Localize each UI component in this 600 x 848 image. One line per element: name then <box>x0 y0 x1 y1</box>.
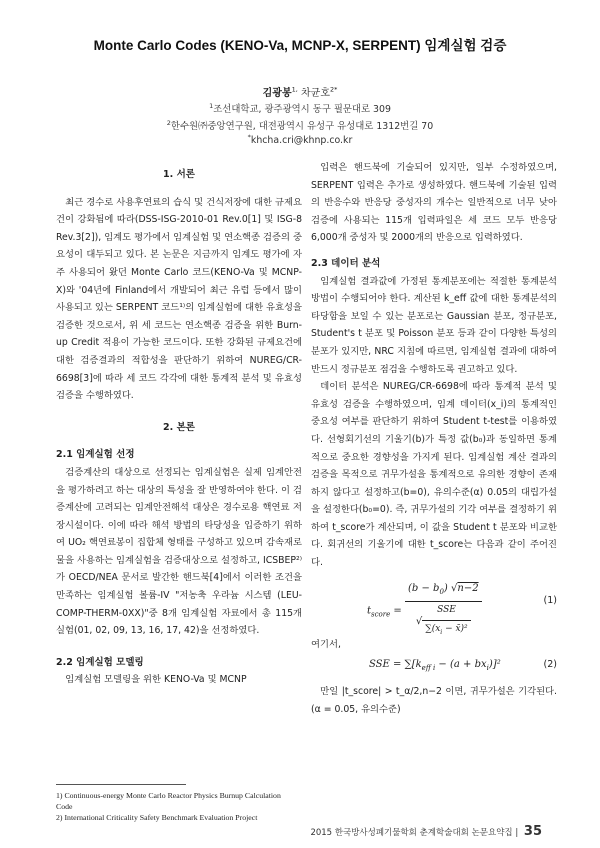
main-author: 김광봉 <box>262 88 292 99</box>
equation-2-number: (2) <box>543 659 557 671</box>
modeling-continued-paragraph: 입력은 핸드북에 기술되어 있지만, 일부 수정하였으며, SERPENT 입력은 추가로 생성하였다. 핸드북에 기술된 입력의 반응수와 반응당 중성자의 개수는 일반적으로 너무 낮아 검증에 사용되는 115개 입력파일은 세 코드 모두 반응당 6,000개 중성자 및 2000개의 반응으로 입력하였다. <box>311 162 557 244</box>
section-2-1-heading: 2.1 임계실험 선정 <box>56 449 135 461</box>
section-2-1-paragraph: 검증계산의 대상으로 선정되는 임계실험은 실제 임계안전을 평가하려고 하는 대상의 특성을 잘 반영하여야 한다. 이 검증계산에 고려되는 임계안전해석 대상은 경수로용 핵연료 저장시설이다. 이에 따라 해석 방법의 타당성을 입증하기 위하여 UO₂ 핵연료봉이 집합체 형태를 구성하고 있으며 감속재로 물을 사용하는 임계실험을 검증대상으로 설정하고, ICSBEP²⁾가 OECD/NEA 문서로 발간한 핸드북[4]에서 이러한 조건을 만족하는 임계실험 볼륨-IV "저농축 우라늄 시스템 (LEU-COMP-THERM-0XX)"중 8개 임계실험 자료에서 총 115개 실험(01, 02, 09, 13, 16, 17, 42)을 선정하였다. <box>56 466 302 637</box>
intro-paragraph: 최근 경수로 사용후연료의 습식 및 건식저장에 대한 규제요건이 강화됨에 따라(DSS-ISG-2010-01 Rev.0[1] 및 ISG-8 Rev.3[2]), 임계도 평가에서 임계실험 및 연소핵종 검증의 중요성이 대두되고 있다. 본 논문은 지금까지 임계도 평가에 자주 사용되어 왔던 Monte Carlo 코드(KENO-Va 및 MCNP-X)와 '04년에 Finland에서 개발되어 최근 유럽 등에서 많이 사용되고 있는 SERPENT 코드¹⁾의 임계실험에 대한 유효성을 검증한 것으로서, 위 세 코드는 연소핵종 검증을 위한 Burn-up Credit 적용이 가능한 코드이다. 또한 강화된 규제요건에 대한 검증결과의 적합성을 판단하기 위하여 NUREG/CR-6698[3]에 따라 세 코드 각각에 대한 통계적 분석 및 유효성 검증을 수행하였다. <box>56 196 302 402</box>
equation-1 <box>311 572 557 634</box>
main-author-sup: 1, <box>291 85 298 94</box>
section-2-2-paragraph: 임계실험 모델링을 위한 KENO-Va 및 MCNP <box>65 674 247 686</box>
author-line <box>0 84 600 99</box>
equation-1-number: (1) <box>543 594 557 606</box>
hypothesis-conclusion: 만일 |t_score| > t_α/2,n−2 이면, 귀무가설은 기각된다. (α = 0.05, 유의수준) <box>311 686 557 715</box>
conference-name: 2015 한국방사성폐기물학회 춘계학술대회 논문요약집 <box>310 828 513 838</box>
data-analysis-paragraph-1: 임계실험 결과값에 가정된 통계분포에는 적절한 통계분석 방법이 수행되어야 한다. 계산된 k_eff 값에 대한 통계분석의 타당함을 보일 수 있는 분포로는 Gaussian 분포, 정규분포, Student's t 분포 및 Poisson 분포 등과 같이 다양한 특성의 분포가 있지만, NRC 지침에 따르면, 임계실험 결과에 대하여 반드시 정규분포 점검을 수행하도록 권고하고 있다. <box>311 275 557 375</box>
main-heading: 2. 본론 <box>163 421 195 433</box>
t-score-formula: $t_{score}$ = $(b - b_0)$ √n−2 √ $\frac{\text{SSE}}{\sum(x_i - x̄)^2}$ <box>367 580 482 642</box>
where-label: 여기서, <box>311 638 341 650</box>
paper-title: Monte Carlo Codes (KENO-Va, MCNP-X, SERPENT) 임계실험 검증 <box>93 38 507 53</box>
right-column <box>311 159 557 718</box>
affiliation-1: $^1$조선대학교, 광주광역시 동구 필문대로 309 <box>209 101 391 115</box>
co-author: 차균호 <box>301 88 330 99</box>
page-number: 35 <box>523 824 542 839</box>
footer-separator: | <box>515 828 519 838</box>
footnote-1: 1) Continuous-energy Monte Carlo Reactor Physics Burnup Calculation Code <box>56 791 281 811</box>
footnote-rule <box>56 784 186 785</box>
affiliation-2: $^2$한수원㈜중앙연구원, 대전광역시 유성구 유성대로 1312번길 70 <box>166 118 434 132</box>
sse-formula: SSE = $\sum[k_{eff i} - (a + bx_i)]^2$ <box>369 659 501 673</box>
section-2-3-heading: 2.3 데이터 분석 <box>311 257 381 269</box>
corresponding-email: *khcha.cri@khnp.co.kr <box>247 132 353 146</box>
equation-2 <box>311 653 557 675</box>
left-column <box>56 166 302 689</box>
page-footer <box>310 824 542 839</box>
co-author-sup: 2* <box>329 85 338 94</box>
data-analysis-paragraph-2: 데이터 분석은 NUREG/CR-6698에 따라 통계적 분석 및 유효성 검증을 수행하였으며, 임계 데이터(x_i)의 통계적인 중요성 여부를 판단하기 위하여 Student t-test를 이용하였다. 선형회기선의 기울기(b)가 특정 값(b₀)과 동일하면 통계적으로 중요한 경향성을 가지게 된다. 임계실험 계산 결과의 검증을 목적으로 귀무가설을 통계적으로 유의한 경향이 존재하지 않다고 설정하고(b=0), 유의수준(α) 0.05의 대립가설을 설정한다(b₀=0). 즉, 귀무가설의 기각 여부를 결정하기 위하여 t_score가 계산되며, 이 값을 Student t 분포와 비교한다. 회귀선의 기울기에 대한 t_score는 다음과 같이 주어진다. <box>311 381 557 569</box>
section-2-2-heading: 2.2 임계실험 모델링 <box>56 656 144 668</box>
intro-heading: 1. 서론 <box>163 169 195 180</box>
footnote-2: 2) International Criticality Safety Benchmark Evaluation Project <box>56 813 258 822</box>
